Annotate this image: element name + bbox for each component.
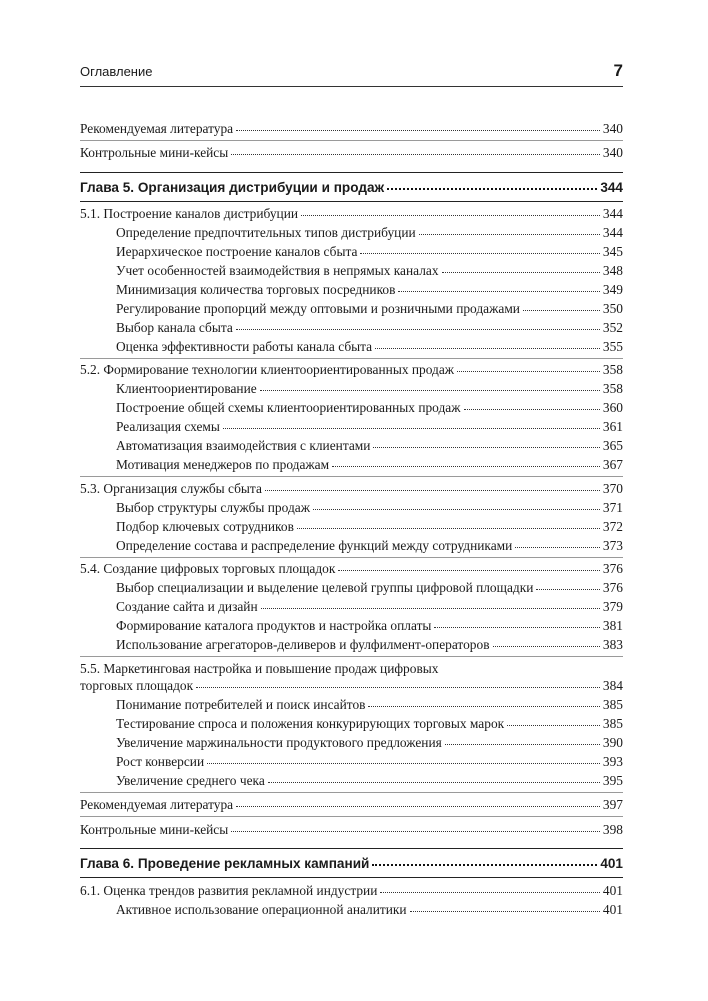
toc-section-5-4[interactable] (80, 561, 623, 577)
toc-subsection-page: 355 (602, 339, 623, 354)
toc-section-title: торговых площадок (80, 678, 194, 693)
toc-subsection-title: Минимизация количества торговых посредников (116, 282, 396, 297)
toc-subsection[interactable] (116, 773, 623, 789)
toc-section-page: 376 (602, 561, 623, 576)
toc-subsection[interactable] (116, 618, 623, 634)
divider (80, 140, 623, 141)
dot-leader (434, 627, 599, 628)
toc-subsection-title: Использование агрегаторов-деливеров и фулфилмент-операторов (116, 637, 490, 652)
dot-leader (493, 646, 600, 647)
toc-section-title: 5.1. Построение каналов дистрибуции (80, 206, 299, 221)
dot-leader (523, 310, 600, 311)
dot-leader (236, 806, 600, 807)
toc-subsection-page: 358 (602, 381, 623, 396)
divider (80, 358, 623, 359)
dot-leader (368, 706, 599, 707)
toc-subsection-title: Понимание потребителей и поиск инсайтов (116, 697, 366, 712)
toc-subsection-title: Тестирование спроса и положения конкурирующих торговых марок (116, 716, 505, 731)
divider (80, 201, 623, 202)
dot-leader (387, 188, 597, 190)
toc-subsection[interactable] (116, 697, 623, 713)
dot-leader (419, 234, 600, 235)
divider (80, 848, 623, 849)
toc-entry-title: Рекомендуемая литература (80, 797, 234, 812)
toc-entry-references[interactable] (80, 121, 623, 137)
toc-section-5-5-line1[interactable]: 5.5. Маркетинговая настройка и повышение продаж цифровых (80, 661, 439, 676)
toc-section-title: 6.1. Оценка трендов развития рекламной индустрии (80, 883, 378, 898)
toc-subsection[interactable] (116, 500, 623, 516)
toc-entry-page: 340 (602, 145, 623, 160)
toc-subsection-page: 345 (602, 244, 623, 259)
toc-subsection-title: Определение предпочтительных типов дистрибуции (116, 225, 416, 240)
toc-subsection[interactable] (116, 282, 623, 298)
toc-subsection[interactable] (116, 301, 623, 317)
toc-subsection-title: Активное использование операционной аналитики (116, 902, 407, 917)
dot-leader (196, 687, 600, 688)
dot-leader (398, 291, 599, 292)
toc-subsection-title: Иерархическое построение каналов сбыта (116, 244, 358, 259)
toc-subsection[interactable] (116, 735, 623, 751)
toc-subsection[interactable] (116, 580, 623, 596)
toc-subsection-title: Учет особенностей взаимодействия в непрямых каналах (116, 263, 439, 278)
toc-subsection-title: Регулирование пропорций между оптовыми и розничными продажами (116, 301, 520, 316)
dot-leader (515, 547, 600, 548)
dot-leader (360, 253, 599, 254)
dot-leader (265, 490, 600, 491)
dot-leader (442, 272, 600, 273)
dot-leader (380, 892, 600, 893)
toc-section-page: 370 (602, 481, 623, 496)
toc-subsection-page: 393 (602, 754, 623, 769)
toc-subsection-page: 381 (602, 618, 623, 633)
dot-leader (207, 763, 600, 764)
divider (80, 476, 623, 477)
divider (80, 656, 623, 657)
toc-subsection[interactable] (116, 457, 623, 473)
divider (80, 172, 623, 173)
toc-subsection[interactable] (116, 381, 623, 397)
toc-section-5-2[interactable] (80, 362, 623, 378)
toc-subsection-page: 395 (602, 773, 623, 788)
dot-leader (445, 744, 600, 745)
toc-subsection[interactable] (116, 419, 623, 435)
toc-chapter-page: 344 (600, 180, 623, 195)
dot-leader (231, 831, 600, 832)
divider (80, 557, 623, 558)
toc-subsection[interactable] (116, 320, 623, 336)
toc-subsection-title: Клиентоориентирование (116, 381, 257, 396)
toc-subsection-page: 401 (602, 902, 623, 917)
toc-section-page: 384 (602, 678, 623, 693)
toc-subsection-page: 390 (602, 735, 623, 750)
toc-subsection[interactable] (116, 637, 623, 653)
toc-subsection-page: 376 (602, 580, 623, 595)
dot-leader (301, 215, 600, 216)
toc-subsection[interactable] (116, 538, 623, 554)
toc-section-page: 401 (602, 883, 623, 898)
dot-leader (261, 608, 600, 609)
running-header (80, 61, 623, 87)
toc-section-6-1[interactable] (80, 883, 623, 899)
dot-leader (223, 428, 600, 429)
dot-leader (236, 329, 600, 330)
toc-subsection[interactable] (116, 263, 623, 279)
toc-entry-title: Рекомендуемая литература (80, 121, 234, 136)
toc-subsection-page: 372 (602, 519, 623, 534)
toc-entry-title: Контрольные мини-кейсы (80, 822, 229, 837)
divider (80, 816, 623, 817)
dot-leader (231, 154, 600, 155)
toc-subsection-title: Автоматизация взаимодействия с клиентами (116, 438, 371, 453)
toc-subsection[interactable] (116, 244, 623, 260)
toc-subsection-title: Реализация схемы (116, 419, 220, 434)
toc-subsection[interactable] (116, 519, 623, 535)
toc-chapter-title: Глава 5. Организация дистрибуции и продаж (80, 180, 385, 195)
dot-leader (338, 570, 600, 571)
header-title: Оглавление (80, 64, 153, 79)
toc-subsection-page: 348 (602, 263, 623, 278)
toc-subsection-title: Оценка эффективности работы канала сбыта (116, 339, 373, 354)
toc-subsection-title: Рост конверсии (116, 754, 205, 769)
toc-entry-mini-cases[interactable] (80, 145, 623, 161)
toc-section-title: 5.2. Формирование технологии клиентоориентированных продаж (80, 362, 455, 377)
toc-subsection-page: 349 (602, 282, 623, 297)
toc-subsection-page: 360 (602, 400, 623, 415)
dot-leader (372, 864, 597, 866)
toc-subsection-title: Создание сайта и дизайн (116, 599, 258, 614)
toc-subsection[interactable] (116, 716, 623, 732)
toc-chapter-title: Глава 6. Проведение рекламных кампаний (80, 856, 370, 871)
toc-subsection-title: Выбор структуры службы продаж (116, 500, 310, 515)
divider (80, 877, 623, 878)
toc-subsection[interactable] (116, 754, 623, 770)
toc-chapter-5[interactable] (80, 180, 623, 196)
toc-subsection-page: 344 (602, 225, 623, 240)
dot-leader (236, 130, 600, 131)
toc-chapter-6[interactable] (80, 856, 623, 872)
toc-subsection-title: Увеличение среднего чека (116, 773, 265, 788)
toc-subsection[interactable] (116, 339, 623, 355)
divider (80, 792, 623, 793)
toc-subsection-title: Подбор ключевых сотрудников (116, 519, 294, 534)
toc-section-page: 358 (602, 362, 623, 377)
toc-section-5-1[interactable] (80, 206, 623, 222)
dot-leader (507, 725, 600, 726)
toc-subsection[interactable] (116, 902, 623, 918)
toc-entry-references[interactable] (80, 797, 623, 813)
dot-leader (457, 371, 600, 372)
toc-subsection-title: Построение общей схемы клиентоориентированных продаж (116, 400, 461, 415)
toc-subsection-title: Формирование каталога продуктов и настройка оплаты (116, 618, 432, 633)
toc-subsection[interactable] (116, 438, 623, 454)
toc-subsection-page: 379 (602, 599, 623, 614)
toc-entry-page: 398 (602, 822, 623, 837)
dot-leader (313, 509, 600, 510)
toc-subsection[interactable] (116, 400, 623, 416)
toc-subsection-title: Мотивация менеджеров по продажам (116, 457, 330, 472)
dot-leader (536, 589, 600, 590)
dot-leader (332, 466, 600, 467)
dot-leader (268, 782, 600, 783)
toc-subsection-page: 361 (602, 419, 623, 434)
dot-leader (297, 528, 600, 529)
toc-subsection-page: 365 (602, 438, 623, 453)
toc-entry-page: 340 (602, 121, 623, 136)
toc-chapter-page: 401 (600, 856, 623, 871)
toc-subsection-page: 383 (602, 637, 623, 652)
toc-section-title: 5.3. Организация службы сбыта (80, 481, 262, 496)
toc-subsection-page: 385 (602, 716, 623, 731)
toc-subsection-page: 367 (602, 457, 623, 472)
toc-subsection-title: Выбор канала сбыта (116, 320, 233, 335)
toc-subsection-page: 352 (602, 320, 623, 335)
toc-subsection-title: Определение состава и распределение функций между сотрудниками (116, 538, 513, 553)
dot-leader (464, 409, 600, 410)
toc-subsection-title: Увеличение маржинальности продуктового предложения (116, 735, 442, 750)
dot-leader (260, 390, 600, 391)
dot-leader (373, 447, 599, 448)
toc-subsection-title: Выбор специализации и выделение целевой группы цифровой площадки (116, 580, 534, 595)
toc-entry-mini-cases[interactable] (80, 822, 623, 838)
toc-subsection[interactable] (116, 225, 623, 241)
toc-section-page: 344 (602, 206, 623, 221)
toc-subsection-page: 350 (602, 301, 623, 316)
toc-subsection-page: 373 (602, 538, 623, 553)
toc-section-5-5[interactable] (80, 678, 623, 694)
dot-leader (375, 348, 600, 349)
toc-subsection-page: 385 (602, 697, 623, 712)
toc-entry-page: 397 (602, 797, 623, 812)
toc-section-title: 5.4. Создание цифровых торговых площадок (80, 561, 336, 576)
toc-entry-title: Контрольные мини-кейсы (80, 145, 229, 160)
page-number: 7 (613, 61, 623, 80)
dot-leader (410, 911, 600, 912)
toc-subsection[interactable] (116, 599, 623, 615)
toc-subsection-page: 371 (602, 500, 623, 515)
toc-section-5-3[interactable] (80, 481, 623, 497)
